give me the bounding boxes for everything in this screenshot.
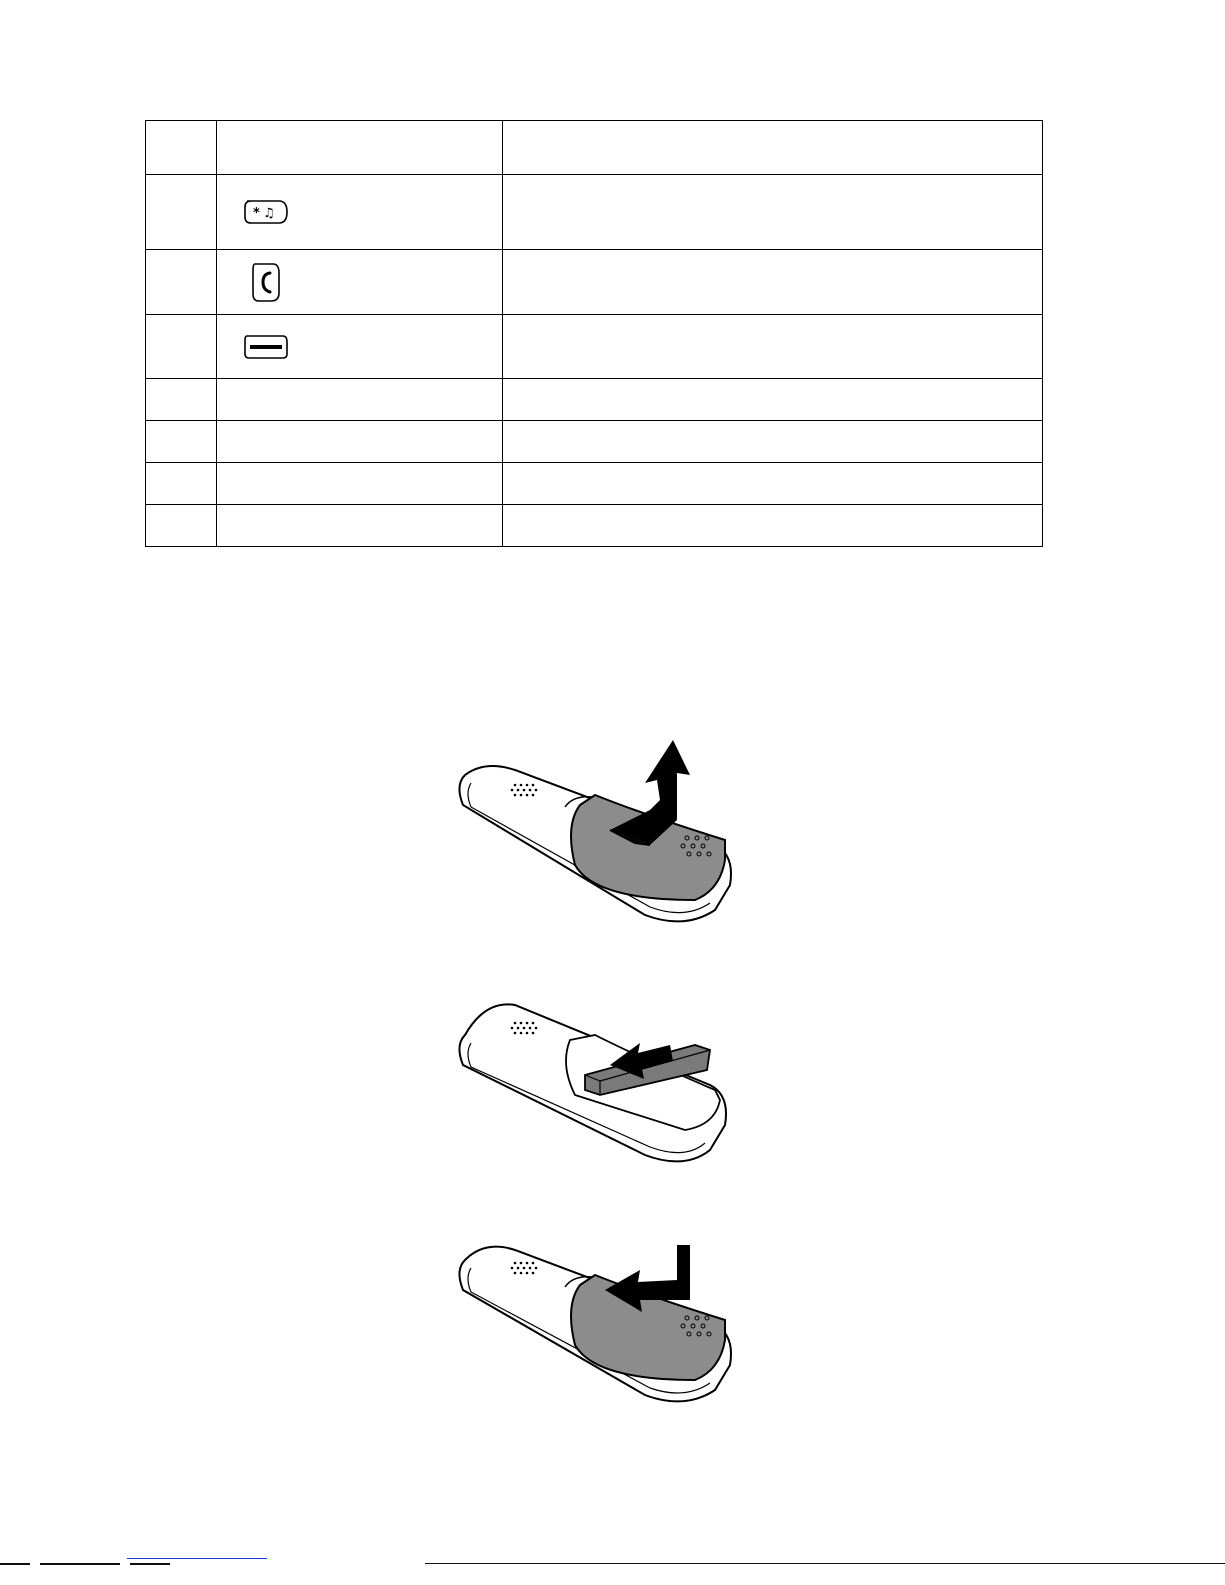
table-row (146, 250, 1043, 315)
table-cell (146, 315, 217, 379)
footer-rule (130, 1563, 170, 1565)
table-cell (146, 463, 217, 505)
table-cell (503, 250, 1043, 315)
table-cell (146, 379, 217, 421)
close-battery-cover-illustration (445, 1240, 745, 1405)
table-cell (217, 421, 503, 463)
insert-battery-illustration (445, 995, 745, 1165)
table-row (146, 175, 1043, 250)
table-cell (217, 250, 503, 315)
table-cell (217, 505, 503, 547)
table-cell (503, 121, 1043, 175)
table-cell (217, 463, 503, 505)
table-cell (217, 315, 503, 379)
key-function-table (145, 120, 1043, 547)
table-cell (217, 121, 503, 175)
footer-rule (0, 1563, 30, 1565)
table-row (146, 315, 1043, 379)
table-row (146, 379, 1043, 421)
footer-rule (425, 1563, 1225, 1564)
talk-key-icon (241, 261, 291, 303)
open-battery-cover-illustration (445, 735, 745, 925)
table-row (146, 421, 1043, 463)
table-cell (146, 505, 217, 547)
table-cell (503, 175, 1043, 250)
table-cell (503, 315, 1043, 379)
table-row (146, 505, 1043, 547)
end-key-icon (241, 332, 291, 362)
table-cell (503, 463, 1043, 505)
table-cell (146, 250, 217, 315)
table-cell (503, 505, 1043, 547)
table-cell (146, 175, 217, 250)
table-cell (146, 121, 217, 175)
table-cell (217, 379, 503, 421)
svg-text:♫: ♫ (263, 206, 275, 221)
svg-text:*: * (253, 206, 260, 221)
table-row (146, 121, 1043, 175)
table-row (146, 463, 1043, 505)
footer-rule (40, 1563, 120, 1565)
star-music-key-icon (241, 197, 291, 227)
table-cell (217, 175, 503, 250)
table-cell (146, 421, 217, 463)
table-cell (503, 379, 1043, 421)
footer-link-underline (127, 1558, 267, 1559)
table-cell (503, 421, 1043, 463)
